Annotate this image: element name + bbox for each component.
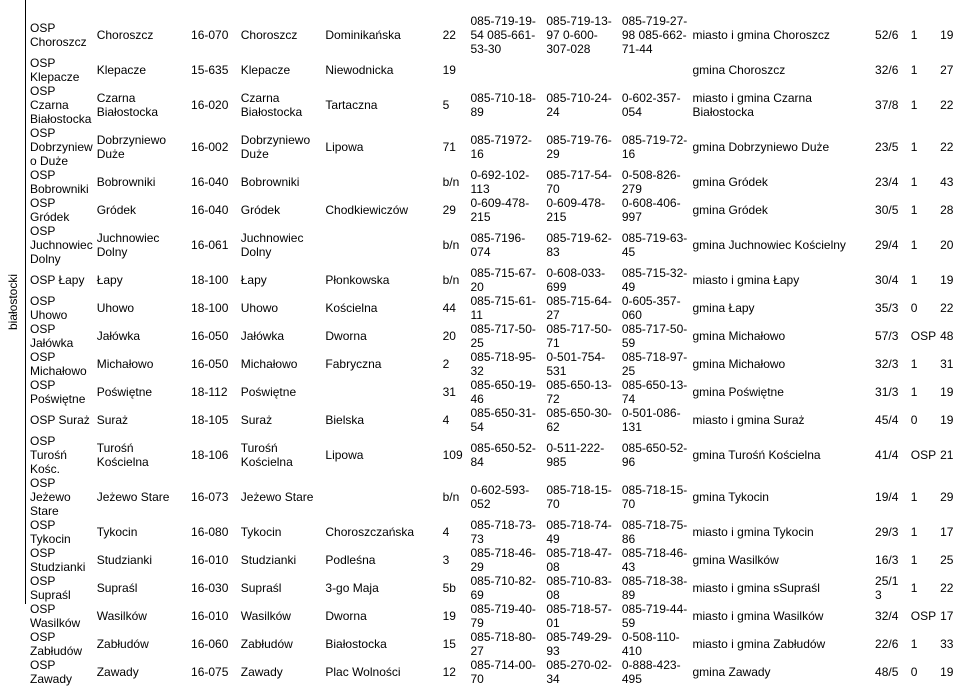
station-name-cell: OSP Łapy <box>30 273 85 287</box>
post-office-cell: Choroszcz <box>240 28 298 42</box>
fax-cell: 085-650-13-72 <box>546 378 612 406</box>
fax-cell: 085-710-83-08 <box>546 574 612 602</box>
count-cell: OSP <box>910 448 937 462</box>
postal-code-cell: 16-010 <box>191 609 229 623</box>
street-cell: Lipowa <box>325 448 364 462</box>
building-number-cell: 12 <box>442 665 456 679</box>
locality-cell: Jałówka <box>96 329 141 343</box>
street-cell: Choroszczańska <box>325 525 415 539</box>
table-row <box>28 406 960 434</box>
building-number-cell: 19 <box>442 609 456 623</box>
locality-cell: Gródek <box>96 203 137 217</box>
municipality-phone-cell: 0-888-423-495 <box>621 658 681 686</box>
count-cell: 1 <box>910 140 918 154</box>
postal-code-cell: 16-073 <box>191 490 229 504</box>
municipality-cell: gmina Turośń Kościelna <box>692 448 821 462</box>
station-name-cell: OSP Michałowo <box>30 350 87 378</box>
fax-cell: 085-718-74-49 <box>546 518 612 546</box>
station-name-cell: OSP Studzianki <box>30 546 86 574</box>
building-number-cell: 4 <box>442 413 450 427</box>
post-office-cell: Wasilków <box>240 609 291 623</box>
fax-cell: 085-717-50-71 <box>546 322 612 350</box>
postal-code-cell: 16-030 <box>191 581 229 595</box>
municipality-phone-cell: 0-602-357-054 <box>621 91 681 119</box>
fax-cell: 085-718-47-08 <box>546 546 612 574</box>
municipality-phone-cell: 085-719-27-98 085-662-71-44 <box>621 14 688 56</box>
building-number-cell: 15 <box>442 637 456 651</box>
phone-cell: 085-719-19-54 085-661-53-30 <box>470 14 536 56</box>
station-name-cell: OSP Wasilków <box>30 602 81 630</box>
street-cell: Podleśna <box>325 553 376 567</box>
municipality-cell: gmina Poświętne <box>692 385 784 399</box>
table-row <box>28 658 960 686</box>
municipality-cell: miasto i gmina Łapy <box>692 273 800 287</box>
number-cell: 22 <box>940 301 954 315</box>
fax-cell: 0-609-478-215 <box>546 196 606 224</box>
post-office-cell: Zabłudów <box>240 637 293 651</box>
locality-cell: Michałowo <box>96 357 154 371</box>
count-cell: 1 <box>910 581 918 595</box>
locality-cell: Juchnowiec Dolny <box>96 231 160 259</box>
count-cell: 1 <box>910 357 918 371</box>
municipality-cell: gmina Łapy <box>692 301 755 315</box>
table-row <box>28 196 960 224</box>
phone-cell: 085-650-31-54 <box>470 406 536 434</box>
street-cell: Dworna <box>325 609 367 623</box>
code-cell: 35/3 <box>875 301 899 315</box>
building-number-cell: 5 <box>442 98 450 112</box>
locality-cell: Zawady <box>96 665 139 679</box>
building-number-cell: 31 <box>442 385 456 399</box>
count-cell: OSP <box>910 609 937 623</box>
municipality-phone-cell: 085-719-63-45 <box>621 231 688 259</box>
locality-cell: Łapy <box>96 273 123 287</box>
post-office-cell: Turośń Kościelna <box>240 441 293 469</box>
station-name-cell: OSP Uhowo <box>30 294 68 322</box>
building-number-cell: 3 <box>442 553 450 567</box>
station-name-cell: OSP Jeżewo Stare <box>30 476 71 518</box>
fax-cell: 0-608-033-699 <box>546 266 606 294</box>
locality-cell: Supraśl <box>96 581 138 595</box>
count-cell: 1 <box>910 273 918 287</box>
number-cell: 17 <box>940 609 954 623</box>
street-cell: Płonkowska <box>325 273 390 287</box>
post-office-cell: Suraż <box>240 413 273 427</box>
building-number-cell: 22 <box>442 28 456 42</box>
municipality-cell: gmina Gródek <box>692 203 768 217</box>
street-cell <box>323 476 440 518</box>
locality-cell: Zabłudów <box>96 637 149 651</box>
postal-code-cell: 16-050 <box>191 329 229 343</box>
code-cell: 23/5 <box>875 140 899 154</box>
postal-code-cell: 16-080 <box>191 525 229 539</box>
table-row <box>28 378 960 406</box>
building-number-cell: 29 <box>442 203 456 217</box>
street-cell: Lipowa <box>325 140 364 154</box>
table-row <box>28 434 960 476</box>
locality-cell: Wasilków <box>96 609 147 623</box>
postal-code-cell: 16-040 <box>191 175 229 189</box>
code-cell: 25/1 3 <box>875 574 899 602</box>
station-name-cell: OSP Zabłudów <box>30 630 83 658</box>
post-office-cell: Łapy <box>240 273 267 287</box>
street-cell: Fabryczna <box>325 357 382 371</box>
municipality-cell: gmina Choroszcz <box>692 63 786 77</box>
table-row <box>28 322 960 350</box>
number-cell: 27 <box>940 63 954 77</box>
count-cell: 1 <box>910 98 918 112</box>
phone-cell: 085-650-52-84 <box>470 441 536 469</box>
municipality-cell: gmina Dobrzyniewo Duże <box>692 140 830 154</box>
count-cell: 1 <box>910 490 918 504</box>
number-cell: 19 <box>940 413 954 427</box>
postal-code-cell: 18-106 <box>191 448 229 462</box>
fax-cell: 085-717-54-70 <box>546 168 612 196</box>
building-number-cell: b/n <box>442 238 460 252</box>
fax-cell: 085-719-13-97 0-600-307-028 <box>546 14 612 56</box>
phone-cell: 085-714-00-70 <box>470 658 536 686</box>
fax-cell: 085-270-02-34 <box>546 658 612 686</box>
code-cell: 57/3 <box>875 329 899 343</box>
municipality-cell: gmina Juchnowiec Kościelny <box>692 238 846 252</box>
building-number-cell: 19 <box>442 63 456 77</box>
number-cell: 17 <box>940 525 954 539</box>
street-cell: 3-go Maja <box>325 581 379 595</box>
number-cell: 19 <box>940 273 954 287</box>
building-number-cell: 5b <box>442 581 456 595</box>
municipality-phone-cell: 085-719-44-59 <box>621 602 688 630</box>
phone-cell: 085-718-80-27 <box>470 630 536 658</box>
fax-cell: 085-719-76-29 <box>546 133 612 161</box>
locality-cell: Tykocin <box>96 525 138 539</box>
number-cell: 33 <box>940 637 954 651</box>
post-office-cell: Michałowo <box>240 357 298 371</box>
code-cell: 41/4 <box>875 448 899 462</box>
fax-cell: 085-715-64-27 <box>546 294 612 322</box>
osp-units-table <box>28 14 960 686</box>
phone-cell <box>468 56 544 84</box>
municipality-phone-cell: 085-715-32-49 <box>621 266 688 294</box>
locality-cell: Uhowo <box>96 301 135 315</box>
count-cell: 0 <box>910 665 918 679</box>
code-cell: 32/3 <box>875 357 899 371</box>
post-office-cell: Gródek <box>240 203 281 217</box>
street-cell: Białostocka <box>325 637 387 651</box>
district-label-cell <box>0 0 26 604</box>
street-cell: Kościelna <box>325 301 378 315</box>
post-office-cell: Klepacze <box>240 63 291 77</box>
station-name-cell: OSP Bobrowniki <box>30 168 89 196</box>
post-office-cell: Studzianki <box>240 553 297 567</box>
municipality-cell: gmina Zawady <box>692 665 771 679</box>
street-cell: Tartaczna <box>325 98 378 112</box>
street-cell <box>323 224 440 266</box>
station-name-cell: OSP Choroszcz <box>30 21 87 49</box>
locality-cell: Klepacze <box>96 63 147 77</box>
postal-code-cell: 16-070 <box>191 28 229 42</box>
count-cell: 1 <box>910 63 918 77</box>
code-cell: 29/4 <box>875 238 899 252</box>
fax-cell: 0-501-754-531 <box>546 350 606 378</box>
code-cell: 32/4 <box>875 609 899 623</box>
station-name-cell: OSP Poświętne <box>30 378 86 406</box>
table-row <box>28 266 960 294</box>
municipality-cell: gmina Wasilków <box>692 553 779 567</box>
locality-cell: Dobrzyniewo Duże <box>96 133 167 161</box>
post-office-cell: Tykocin <box>240 525 282 539</box>
municipality-cell: miasto i gmina Suraż <box>692 413 805 427</box>
code-cell: 23/4 <box>875 175 899 189</box>
post-office-cell: Dobrzyniewo Duże <box>240 133 311 161</box>
count-cell: OSP <box>910 329 937 343</box>
municipality-cell: miasto i gmina Zabłudów <box>692 637 826 651</box>
street-cell: Plac Wolności <box>325 665 401 679</box>
table-row <box>28 56 960 84</box>
table-row <box>28 476 960 518</box>
count-cell: 1 <box>910 385 918 399</box>
phone-cell: 085-718-46-29 <box>470 546 536 574</box>
phone-cell: 085-718-95-32 <box>470 350 536 378</box>
post-office-cell: Jeżewo Stare <box>240 490 314 504</box>
number-cell: 29 <box>940 490 954 504</box>
locality-cell: Bobrowniki <box>96 175 156 189</box>
phone-cell: 0-609-478-215 <box>470 196 530 224</box>
municipality-cell: gmina Michałowo <box>692 357 786 371</box>
number-cell: 43 <box>940 175 954 189</box>
fax-cell: 085-719-62-83 <box>546 231 612 259</box>
postal-code-cell: 18-100 <box>191 273 229 287</box>
code-cell: 29/3 <box>875 525 899 539</box>
street-cell: Niewodnicka <box>325 63 394 77</box>
station-name-cell: OSP Klepacze <box>30 56 80 84</box>
municipality-phone-cell: 085-717-50-59 <box>621 322 688 350</box>
code-cell: 19/4 <box>875 490 899 504</box>
phone-cell: 0-692-102-113 <box>470 168 530 196</box>
building-number-cell: b/n <box>442 175 460 189</box>
post-office-cell: Poświętne <box>240 385 297 399</box>
municipality-cell: miasto i gmina Choroszcz <box>692 28 830 42</box>
street-cell <box>323 378 440 406</box>
municipality-phone-cell: 0-508-826-279 <box>621 168 681 196</box>
fax-cell: 0-511-222-985 <box>546 441 605 469</box>
postal-code-cell: 16-020 <box>191 98 229 112</box>
code-cell: 52/6 <box>875 28 899 42</box>
fax-cell: 085-718-57-01 <box>546 602 612 630</box>
postal-code-cell: 16-010 <box>191 553 229 567</box>
locality-cell: Jeżewo Stare <box>96 490 170 504</box>
station-name-cell: OSP Juchnowiec Dolny <box>30 224 93 266</box>
postal-code-cell: 16-061 <box>191 238 229 252</box>
municipality-cell: miasto i gmina Tykocin <box>692 525 814 539</box>
municipality-phone-cell: 085-718-38-89 <box>621 574 688 602</box>
count-cell: 0 <box>910 301 918 315</box>
municipality-phone-cell: 085-719-72-16 <box>621 133 688 161</box>
table-row <box>28 84 960 126</box>
number-cell: 19 <box>940 665 954 679</box>
building-number-cell: 44 <box>442 301 456 315</box>
station-name-cell: OSP Zawady <box>30 658 73 686</box>
fax-cell: 085-650-30-62 <box>546 406 612 434</box>
municipality-phone-cell: 085-718-75-86 <box>621 518 688 546</box>
municipality-cell: gmina Tykocin <box>692 490 769 504</box>
municipality-phone-cell: 0-605-357-060 <box>621 294 681 322</box>
postal-code-cell: 18-100 <box>191 301 229 315</box>
table-row <box>28 168 960 196</box>
count-cell: 1 <box>910 28 918 42</box>
postal-code-cell: 16-060 <box>191 637 229 651</box>
table-row <box>28 224 960 266</box>
postal-code-cell: 16-075 <box>191 665 229 679</box>
station-name-cell: OSP Suraż <box>30 413 90 427</box>
street-cell <box>323 168 440 196</box>
street-cell: Bielska <box>325 413 365 427</box>
postal-code-cell: 18-112 <box>191 385 228 399</box>
locality-cell: Suraż <box>96 413 129 427</box>
postal-code-cell: 16-040 <box>191 203 229 217</box>
locality-cell: Studzianki <box>96 553 153 567</box>
post-office-cell: Jałówka <box>240 329 285 343</box>
count-cell: 1 <box>910 175 918 189</box>
post-office-cell: Juchnowiec Dolny <box>240 231 304 259</box>
street-cell: Chodkiewiczów <box>325 203 409 217</box>
phone-cell: 085-710-82-69 <box>470 574 536 602</box>
post-office-cell: Zawady <box>240 665 283 679</box>
district-label: białostocki <box>6 273 20 331</box>
building-number-cell: 4 <box>442 525 450 539</box>
phone-cell: 0-602-593-052 <box>470 483 530 511</box>
phone-cell: 085-71972-16 <box>470 133 532 161</box>
count-cell: 1 <box>910 553 918 567</box>
municipality-phone-cell: 0-508-110-410 <box>621 630 680 658</box>
phone-cell: 085-718-73-73 <box>470 518 536 546</box>
code-cell: 45/4 <box>875 413 899 427</box>
municipality-phone-cell: 085-718-15-70 <box>621 483 688 511</box>
station-name-cell: OSP Tykocin <box>30 518 71 546</box>
station-name-cell: OSP Dobrzyniew o Duże <box>30 126 93 168</box>
locality-cell: Turośń Kościelna <box>96 441 149 469</box>
station-name-cell: OSP Gródek <box>30 196 70 224</box>
building-number-cell: 71 <box>442 140 456 154</box>
post-office-cell: Uhowo <box>240 301 279 315</box>
street-cell: Dominikańska <box>325 28 401 42</box>
number-cell: 22 <box>940 140 954 154</box>
number-cell: 25 <box>940 553 954 567</box>
building-number-cell: 2 <box>442 357 450 371</box>
table-row <box>28 546 960 574</box>
number-cell: 22 <box>940 98 954 112</box>
fax-cell: 085-718-15-70 <box>546 483 612 511</box>
number-cell: 21 <box>940 448 954 462</box>
code-cell: 22/6 <box>875 637 899 651</box>
code-cell: 32/6 <box>875 63 899 77</box>
code-cell: 16/3 <box>875 553 899 567</box>
locality-cell: Czarna Białostocka <box>96 91 159 119</box>
fax-cell <box>544 56 619 84</box>
code-cell: 30/5 <box>875 203 899 217</box>
count-cell: 1 <box>910 238 918 252</box>
table-row <box>28 126 960 168</box>
phone-cell: 085-719-40-79 <box>470 602 536 630</box>
station-name-cell: OSP Czarna Białostocka <box>30 84 92 126</box>
post-office-cell: Bobrowniki <box>240 175 300 189</box>
postal-code-cell: 15-635 <box>191 63 229 77</box>
code-cell: 37/8 <box>875 98 899 112</box>
number-cell: 31 <box>940 357 954 371</box>
building-number-cell: 109 <box>442 448 463 462</box>
locality-cell: Poświętne <box>96 385 153 399</box>
postal-code-cell: 16-050 <box>191 357 229 371</box>
station-name-cell: OSP Supraśl <box>30 574 71 602</box>
municipality-cell: miasto i gmina Wasilków <box>692 609 824 623</box>
municipality-phone-cell: 085-650-52-96 <box>621 441 688 469</box>
count-cell: 1 <box>910 203 918 217</box>
fax-cell: 085-710-24-24 <box>546 91 612 119</box>
municipality-phone-cell: 085-718-97-25 <box>621 350 688 378</box>
count-cell: 1 <box>910 637 918 651</box>
phone-cell: 085-715-67-20 <box>470 266 536 294</box>
code-cell: 30/4 <box>875 273 899 287</box>
municipality-cell: gmina Michałowo <box>692 329 786 343</box>
post-office-cell: Supraśl <box>240 581 282 595</box>
code-cell: 31/3 <box>875 385 899 399</box>
table-row <box>28 518 960 546</box>
table-row <box>28 602 960 630</box>
building-number-cell: b/n <box>442 273 460 287</box>
municipality-phone-cell: 0-501-086-131 <box>621 406 681 434</box>
count-cell: 0 <box>910 413 918 427</box>
municipality-phone-cell: 0-608-406-997 <box>621 196 681 224</box>
phone-cell: 085-715-61-11 <box>470 294 536 322</box>
code-cell: 48/5 <box>875 665 899 679</box>
phone-cell: 085-717-50-25 <box>470 322 536 350</box>
municipality-phone-cell: 085-650-13-74 <box>621 378 688 406</box>
station-name-cell: OSP Turośń Kośc. <box>30 434 67 476</box>
number-cell: 20 <box>940 238 954 252</box>
street-cell: Dworna <box>325 329 367 343</box>
table-row <box>28 574 960 602</box>
phone-cell: 085-650-19-46 <box>470 378 536 406</box>
count-cell: 1 <box>910 525 918 539</box>
number-cell: 48 <box>940 329 954 343</box>
phone-cell: 085-710-18-89 <box>470 91 536 119</box>
phone-cell: 085-7196-074 <box>470 231 526 259</box>
station-name-cell: OSP Jałówka <box>30 322 74 350</box>
table-row <box>28 294 960 322</box>
municipality-phone-cell <box>620 56 691 84</box>
building-number-cell: 20 <box>442 329 456 343</box>
building-number-cell: b/n <box>442 490 460 504</box>
table-row <box>28 350 960 378</box>
table-row <box>28 14 960 56</box>
municipality-cell: miasto i gmina Czarna Białostocka <box>692 91 812 119</box>
municipality-cell: gmina Gródek <box>692 175 768 189</box>
number-cell: 19 <box>940 385 954 399</box>
fax-cell: 085-749-29-93 <box>546 630 612 658</box>
number-cell: 22 <box>940 581 954 595</box>
postal-code-cell: 18-105 <box>191 413 229 427</box>
number-cell: 28 <box>940 203 954 217</box>
municipality-cell: miasto i gmina sSupraśl <box>692 581 820 595</box>
locality-cell: Choroszcz <box>96 28 154 42</box>
postal-code-cell: 16-002 <box>191 140 229 154</box>
number-cell: 19 <box>940 28 954 42</box>
table-row <box>28 630 960 658</box>
post-office-cell: Czarna Białostocka <box>240 91 303 119</box>
municipality-phone-cell: 085-718-46-43 <box>621 546 688 574</box>
